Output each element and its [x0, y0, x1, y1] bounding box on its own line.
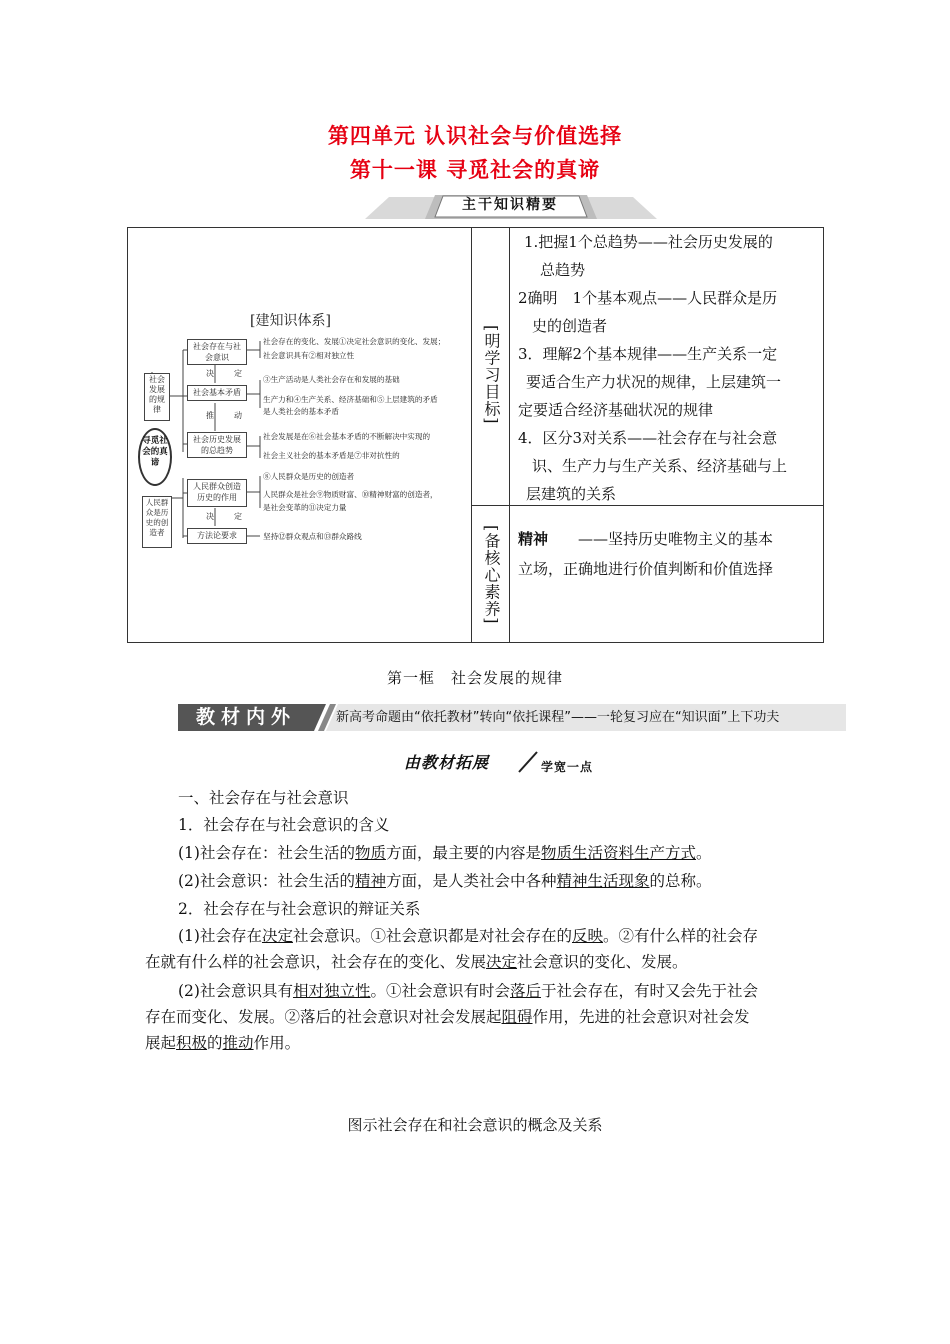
- paragraph-independence: [145, 978, 825, 1056]
- paragraph-consciousness: [178, 868, 858, 894]
- text: 社会意识的变化、发展。: [517, 953, 688, 971]
- underlined-term: 积极: [176, 1034, 208, 1052]
- map-node-contradiction: 社会基本矛盾: [187, 385, 247, 401]
- figure-caption: 图示社会存在和社会意识的概念及关系: [347, 1116, 603, 1134]
- underlined-term: 精神: [354, 872, 386, 890]
- text: 方面，是人类社会中各种: [385, 872, 557, 890]
- underlined-term: 精神生活现象: [556, 872, 650, 890]
- goal-line: 3．理解2个基本规律——生产关系一定: [518, 345, 778, 363]
- text: 展起: [145, 1034, 177, 1052]
- goals-label: [明学习目标]: [482, 325, 501, 425]
- core-line1: ——坚持历史唯物主义的基本: [548, 530, 774, 548]
- underlined-term: 物质: [354, 844, 386, 862]
- paragraph-existence: [178, 840, 858, 866]
- core-literacy-text: [518, 524, 818, 584]
- core-line2: 立场，正确地进行价值判断和价值选择: [518, 560, 774, 578]
- map-note-1: 社会存在的变化、发展①决定社会意识的变化、发展；: [263, 337, 446, 346]
- underlined-term: 决定: [486, 953, 518, 971]
- goal-line: 2确明 1个基本观点——人民群众是历: [518, 289, 778, 307]
- goal-line: 要适合生产力状况的规律，上层建筑一: [526, 373, 782, 391]
- underlined-term: 决定: [261, 927, 293, 945]
- underlined-term: 反映: [572, 927, 604, 945]
- text: 方面，最主要的内容是: [385, 844, 541, 862]
- text: 作用。: [253, 1034, 301, 1052]
- underlined-term: 物质生活资料生产方式: [541, 844, 697, 862]
- knowledge-table: [127, 227, 824, 643]
- map-link-decide-2: 决 定: [206, 512, 248, 521]
- textbook-banner-label: 教材内外: [196, 706, 297, 728]
- text: 作用，先进的社会意识对社会发: [532, 1008, 750, 1026]
- text: 。: [696, 844, 712, 862]
- text: 。①社会意识有时会: [370, 982, 510, 1000]
- goal-line: 总趋势: [540, 261, 586, 279]
- heading-2: 1．社会存在与社会意识的含义: [178, 816, 390, 834]
- section-banner-title: 主干知识精要: [462, 197, 558, 213]
- map-note-2: 社会意识具有②相对独立性: [263, 351, 355, 360]
- map-node-trend: 社会历史发展的总趋势: [187, 432, 247, 458]
- goal-line: 定要适合经济基础状况的规律: [518, 401, 714, 419]
- text: (1)社会存在: [178, 927, 262, 945]
- map-note-6: 社会发展是在⑥社会基本矛盾的不断解决中实现的: [263, 432, 431, 441]
- goals-list: [518, 228, 818, 508]
- text: 。②有什么样的社会存: [603, 927, 759, 945]
- text: (2)社会意识具有: [178, 982, 293, 1000]
- sub-banner-slash: [517, 750, 539, 774]
- heading-1: 一、社会存在与社会意识: [178, 789, 349, 807]
- underlined-term: 推动: [222, 1034, 254, 1052]
- map-center-circle: 寻觅社会的真谛: [138, 428, 172, 486]
- goal-line: 识、生产力与生产关系、经济基础与上: [532, 457, 788, 475]
- map-side-box-people: 人民群众是历史的创造者: [142, 496, 172, 548]
- text: 在就有什么样的社会意识，社会存在的变化、发展: [145, 953, 487, 971]
- map-note-4: 生产力和④生产关系、经济基础和⑤上层建筑的矛盾: [263, 395, 438, 404]
- heading-3: 2．社会存在与社会意识的辩证关系: [178, 900, 421, 918]
- sub-banner-subtitle: 学宽一点: [541, 760, 594, 774]
- goal-line: 层建筑的关系: [526, 485, 617, 503]
- core-label: [备核心素养]: [482, 525, 501, 625]
- text: (1)社会存在：社会生活的: [178, 844, 355, 862]
- knowledge-map-title: [建知识体系]: [250, 313, 331, 329]
- map-link-decide-1: 决 定: [206, 369, 248, 378]
- map-node-method: 方法论要求: [187, 528, 247, 544]
- text: 于社会存在，有时又会先于社会: [541, 982, 759, 1000]
- map-note-8: ⑧人民群众是历史的创造者: [263, 472, 355, 481]
- lesson-title: 第十一课 寻觅社会的真谛: [349, 158, 601, 182]
- map-note-9: 人民群众是社会⑨物质财富、⑩精神财富的创造者，: [263, 490, 438, 499]
- underlined-term: 阻碍: [501, 1008, 533, 1026]
- map-side-box-laws: 社会发展的规律: [144, 373, 170, 421]
- map-node-existence: 社会存在与社会意识: [187, 339, 247, 365]
- section-title: 第一框 社会发展的规律: [386, 669, 563, 687]
- underlined-term: 相对独立性: [292, 982, 371, 1000]
- textbook-banner-note: 新高考命题由“依托教材”转向“依托课程”——一轮复习应在“知识面”上下功夫: [336, 710, 780, 725]
- text: 存在而变化、发展。②落后的社会意识对社会发展起: [145, 1008, 502, 1026]
- map-note-10: 是社会变革的⑪决定力量: [263, 503, 347, 512]
- map-link-promote: 推 动: [206, 411, 248, 420]
- paragraph-decides: [145, 923, 825, 975]
- text: 的总称。: [649, 872, 712, 890]
- text: 社会意识。①社会意识都是对社会存在的: [292, 927, 572, 945]
- unit-title: 第四单元 认识社会与价值选择: [327, 124, 623, 148]
- map-note-7: 社会主义社会的基本矛盾是⑦非对抗性的: [263, 451, 400, 460]
- underlined-term: 落后: [510, 982, 542, 1000]
- map-note-5: 是人类社会的基本矛盾: [263, 407, 339, 416]
- sub-banner-title: 由教材拓展: [404, 753, 490, 772]
- core-keyword: 精神: [518, 530, 549, 548]
- goal-line: 1.把握1个总趋势——社会历史发展的: [524, 233, 773, 251]
- goal-line: 4．区分3对关系——社会存在与社会意: [518, 429, 778, 447]
- map-note-11: 坚持⑫群众观点和⑬群众路线: [263, 532, 362, 541]
- map-node-people: 人民群众创造历史的作用: [187, 479, 247, 507]
- text: (2)社会意识：社会生活的: [178, 872, 355, 890]
- map-note-3: ③生产活动是人类社会存在和发展的基础: [263, 375, 400, 384]
- text: 的: [207, 1034, 223, 1052]
- goal-line: 史的创造者: [532, 317, 608, 335]
